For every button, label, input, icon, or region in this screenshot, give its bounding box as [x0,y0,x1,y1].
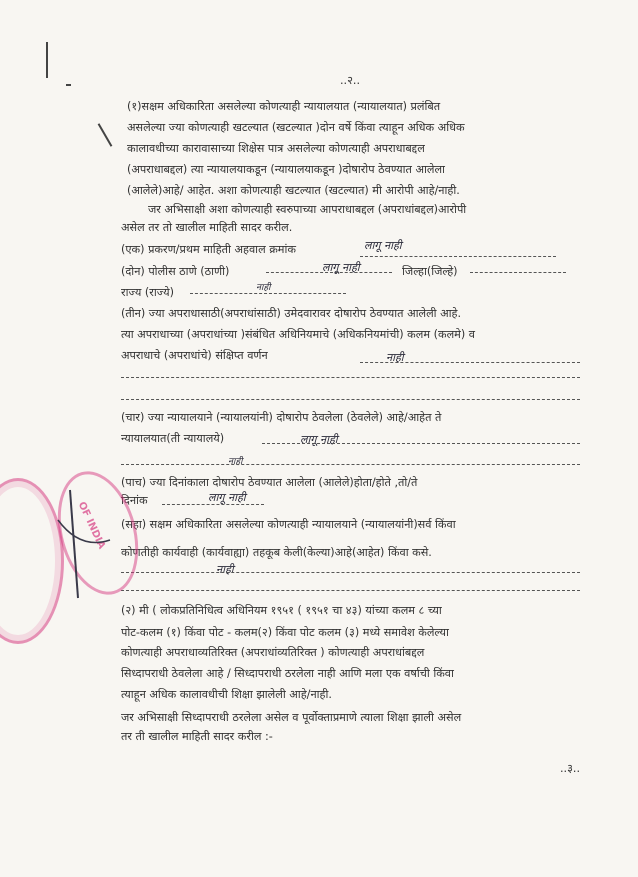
fill-line [470,272,566,273]
item-rajya-label: राज्य (राज्ये) [121,286,175,299]
margin-mark [46,42,48,78]
item-pach-line: दिनांक [121,494,148,507]
item-char-line: न्यायालयात(ती न्यायालये) [121,432,225,445]
item-teen-line: (तीन) ज्या अपराधासाठी(अपराधांसाठी) उमेदवारावर दोषारोप ठेवण्यात आलेली आहे. [121,307,462,320]
item-ek-label: (एक) प्रकरण/प्रथम माहिती अहवाल क्रमांक [121,243,296,256]
signature-mark [40,480,120,610]
para2-line: असेल तर तो खालील माहिती सादर करील. [121,221,293,234]
item-teen-line: त्या अपराधाच्या (अपराधांच्या )संबंधित अधिनियमाचे (अधिकनियमांची) कलम (कलमे) व [121,328,475,341]
fill-line [121,572,580,573]
item-rajya-value: नाही [256,283,271,293]
item-pach-line: (पाच) ज्या दिनांकाला दोषारोप ठेवण्यात आलेला (आलेले)होता/होते ,तो/ते [121,476,418,489]
fill-line [121,399,580,400]
item-pach-value: लागू नाही [208,491,246,504]
item-char-line: (चार) ज्या न्यायालयाने (न्यायालयांनी) दोषारोप ठेवलेला (ठेवलेले) आहे/आहेत ते [121,411,442,424]
item-char-value: लागू नाही [300,433,338,446]
fill-line [360,362,580,363]
item-don-district-label: जिल्हा(जिल्हे) [402,265,458,278]
fill-line [121,377,580,378]
para3-line: (२) मी ( लोकप्रतिनिधित्व अधिनियम १९५१ ( १९५१ चा ४३) यांच्या कलम ८ च्या [121,604,442,617]
para3-line: सिध्दापराधी ठेवलेला आहे / सिध्दापराधी ठरलेला नाही आणि मला एक वर्षाची किंवा [121,667,454,680]
para1-line: असलेल्या ज्या कोणत्याही खटल्यात (खटल्यात )दोन वर्षे किंवा त्याहून अधिक अधिक [127,121,465,134]
fill-line [262,443,580,444]
item-don-value: लागू नाही [322,261,360,274]
para1-line: कालावधीच्या कारावासाच्या शिक्षेस पात्र असलेल्या कोणत्याही अपराधाबद्दल [127,142,425,155]
page-marker-top: ..२.. [340,74,361,87]
margin-mark [98,123,113,147]
para4-line: तर ती खालील माहिती सादर करील :- [121,730,273,743]
para3-line: पोट-कलम (१) किंवा पोट - कलम(२) किंवा पोट कलम (३) मध्ये समावेश केलेल्या [121,626,449,639]
seal-text: OF INDIA [75,500,108,551]
para4-line: जर अभिसाक्षी सिध्दापराधी ठरलेला असेल व पूर्वोक्ताप्रमाणे त्याला शिक्षा झाली असेल [121,711,462,724]
para1-line: (१)सक्षम अधिकारिता असलेल्या कोणत्याही न्यायालयात (न्यायालयात) प्रलंबित [127,100,441,113]
item-ek-value: लागू नाही [364,239,402,252]
fill-line [121,590,580,591]
margin-mark [66,84,71,86]
para1-line: (आलेले)आहे/ आहेत. अशा कोणत्याही खटल्यात (खटल्यात) मी आरोपी आहे/नाही. [127,184,460,197]
item-teen-value: नाही [386,351,404,364]
item-don-label: (दोन) पोलीस ठाणे (ठाणी) [121,265,230,278]
item-saha-value: नाही [216,563,234,576]
page-marker-bottom: ..३.. [560,762,581,775]
fill-line [121,464,580,465]
item-teen-line: अपराधाचे (अपराधांचे) संक्षिप्त वर्णन [121,349,268,362]
item-char-value2: नाही [228,457,243,467]
fill-line [190,293,346,294]
para3-line: कोणत्याही अपराधाव्यतिरिक्त (अपराधांव्यतिरिक्त ) कोणत्याही अपराधांबद्दल [121,646,425,659]
item-saha-line: कोणतीही कार्यवाही (कार्यवाह्या) तहकूब केली(केल्या)आहे(आहेत) किंवा कसे. [121,546,432,559]
fill-line [360,256,556,257]
para1-line: (अपराधाबद्दल) त्या न्यायालयाकडून (न्यायालयाकडून )दोषारोप ठेवण्यात आलेला [127,163,445,176]
item-saha-line: (सहा) सक्षम अधिकारिता असलेल्या कोणत्याही न्यायालयाने (न्यायालयांनी)सर्व किंवा [121,518,456,531]
para2-line: जर अभिसाक्षी अशा कोणत्याही स्वरुपाच्या आपराधाबद्दल (अपराधांबद्दल)आरोपी [148,203,467,216]
para3-line: त्याहून अधिक कालावधीची शिक्षा झालेली आहे/नाही. [121,688,332,701]
